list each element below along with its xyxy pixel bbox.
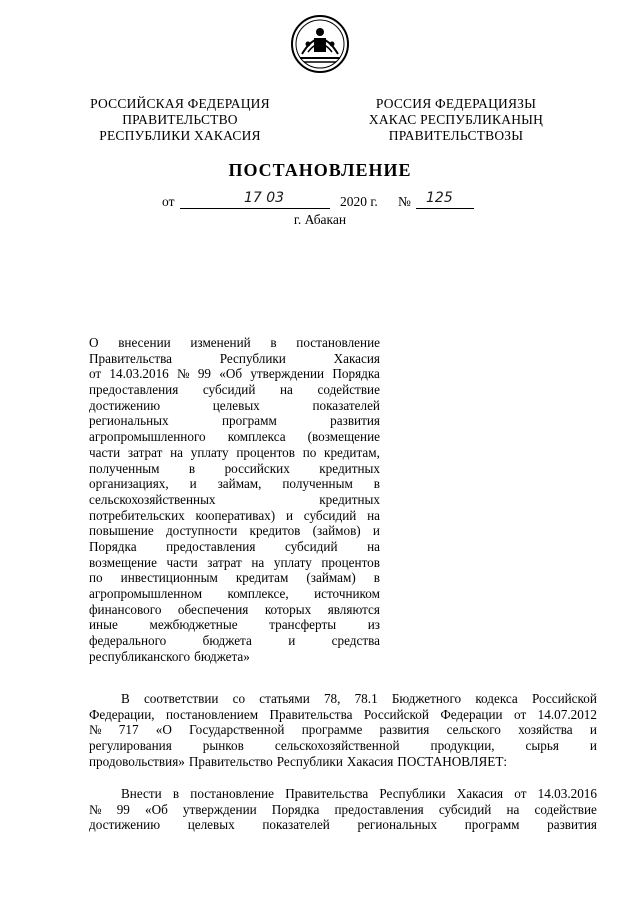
paragraph1-line: Федерации, постановлением Правительства Российской Федерации от 14.07.2012 — [89, 706, 597, 722]
handwritten-date: 17 03 — [244, 190, 285, 206]
subject-block — [89, 335, 380, 664]
document-title: ПОСТАНОВЛЕНИЕ — [228, 160, 412, 180]
header-left-line: РОССИЙСКАЯ ФЕДЕРАЦИЯ — [90, 96, 270, 111]
subject-line: достижению целевых показателей — [89, 397, 380, 413]
subject-line: региональных программ развития — [89, 413, 380, 429]
date-year: 2020 г. — [340, 194, 378, 209]
subject-line: предоставления субсидий на содействие — [89, 382, 380, 398]
subject-line: от 14.03.2016 № 99 «Об утверждении Порядка — [89, 366, 380, 382]
subject-line: О внесении изменений в постановление — [89, 335, 380, 350]
subject-line: потребительских кооперативах) и субсидий на — [89, 507, 380, 523]
paragraph1-line: № 717 «О Государственной программе развития сельского хозяйства и — [89, 722, 597, 738]
subject-line: финансового обеспечения которых являются — [89, 601, 380, 617]
header-left-block — [80, 96, 280, 144]
subject-line: возмещение части затрат на уплату процентов — [89, 554, 380, 570]
header-right-line: РОССИЯ ФЕДЕРАЦИЯЗЫ — [375, 96, 537, 111]
subject-line: по инвестиционным кредитам (займам) в — [89, 570, 380, 586]
paragraph-2 — [89, 786, 597, 833]
subject-line: части затрат на уплату процентов по кредитам, — [89, 444, 380, 460]
header-right-line: ПРАВИТЕЛЬСТВОЗЫ — [388, 128, 524, 143]
paragraph1-line: регулирования рынков сельскохозяйственной продукции, сырья и — [89, 738, 597, 754]
header-right-block — [356, 96, 556, 144]
subject-line: иные межбюджетные трансферты из — [89, 617, 380, 633]
coat-of-arms-emblem — [290, 14, 350, 74]
subject-line: агропромышленного комплекса (возмещение — [89, 429, 380, 445]
paragraph-1 — [89, 691, 597, 769]
subject-line: организациях, и займам, полученным в — [89, 476, 380, 492]
city-line: г. Абакан — [293, 212, 347, 227]
header-left-line: ПРАВИТЕЛЬСТВО — [122, 112, 238, 127]
subject-line: сельскохозяйственных кредитных — [89, 491, 380, 507]
subject-line: федерального бюджета и средства — [89, 633, 380, 649]
paragraph2-line: достижению целевых показателей региональных программ развития — [89, 817, 597, 833]
subject-line: Правительства Республики Хакасия — [89, 350, 380, 366]
subject-line: полученным в российских кредитных — [89, 460, 380, 476]
date-from-label: от — [162, 194, 175, 209]
subject-line: повышение доступности кредитов (займов) и — [89, 523, 380, 539]
subject-line: агропромышленном комплексе, источником — [89, 586, 380, 601]
subject-line: республиканского бюджета» — [89, 648, 250, 664]
number-label: № — [398, 194, 411, 209]
paragraph1-line: продовольствия» Правительство Республики Хакасия ПОСТАНОВЛЯЕТ: — [89, 753, 508, 769]
paragraph2-line: № 99 «Об утверждении Порядка предоставления субсидий на содействие — [89, 801, 597, 817]
subject-line: Порядка предоставления субсидий на — [89, 538, 380, 554]
paragraph2-line: Внести в постановление Правительства Республики Хакасия от 14.03.2016 — [121, 786, 597, 801]
paragraph1-line: В соответствии со статьями 78, 78.1 Бюджетного кодекса Российской — [121, 691, 597, 706]
header-left-line: РЕСПУБЛИКИ ХАКАСИЯ — [99, 128, 261, 143]
handwritten-number: 125 — [426, 190, 453, 206]
header-right-line: ХАКАС РЕСПУБЛИКАНЫҢ — [368, 112, 544, 127]
